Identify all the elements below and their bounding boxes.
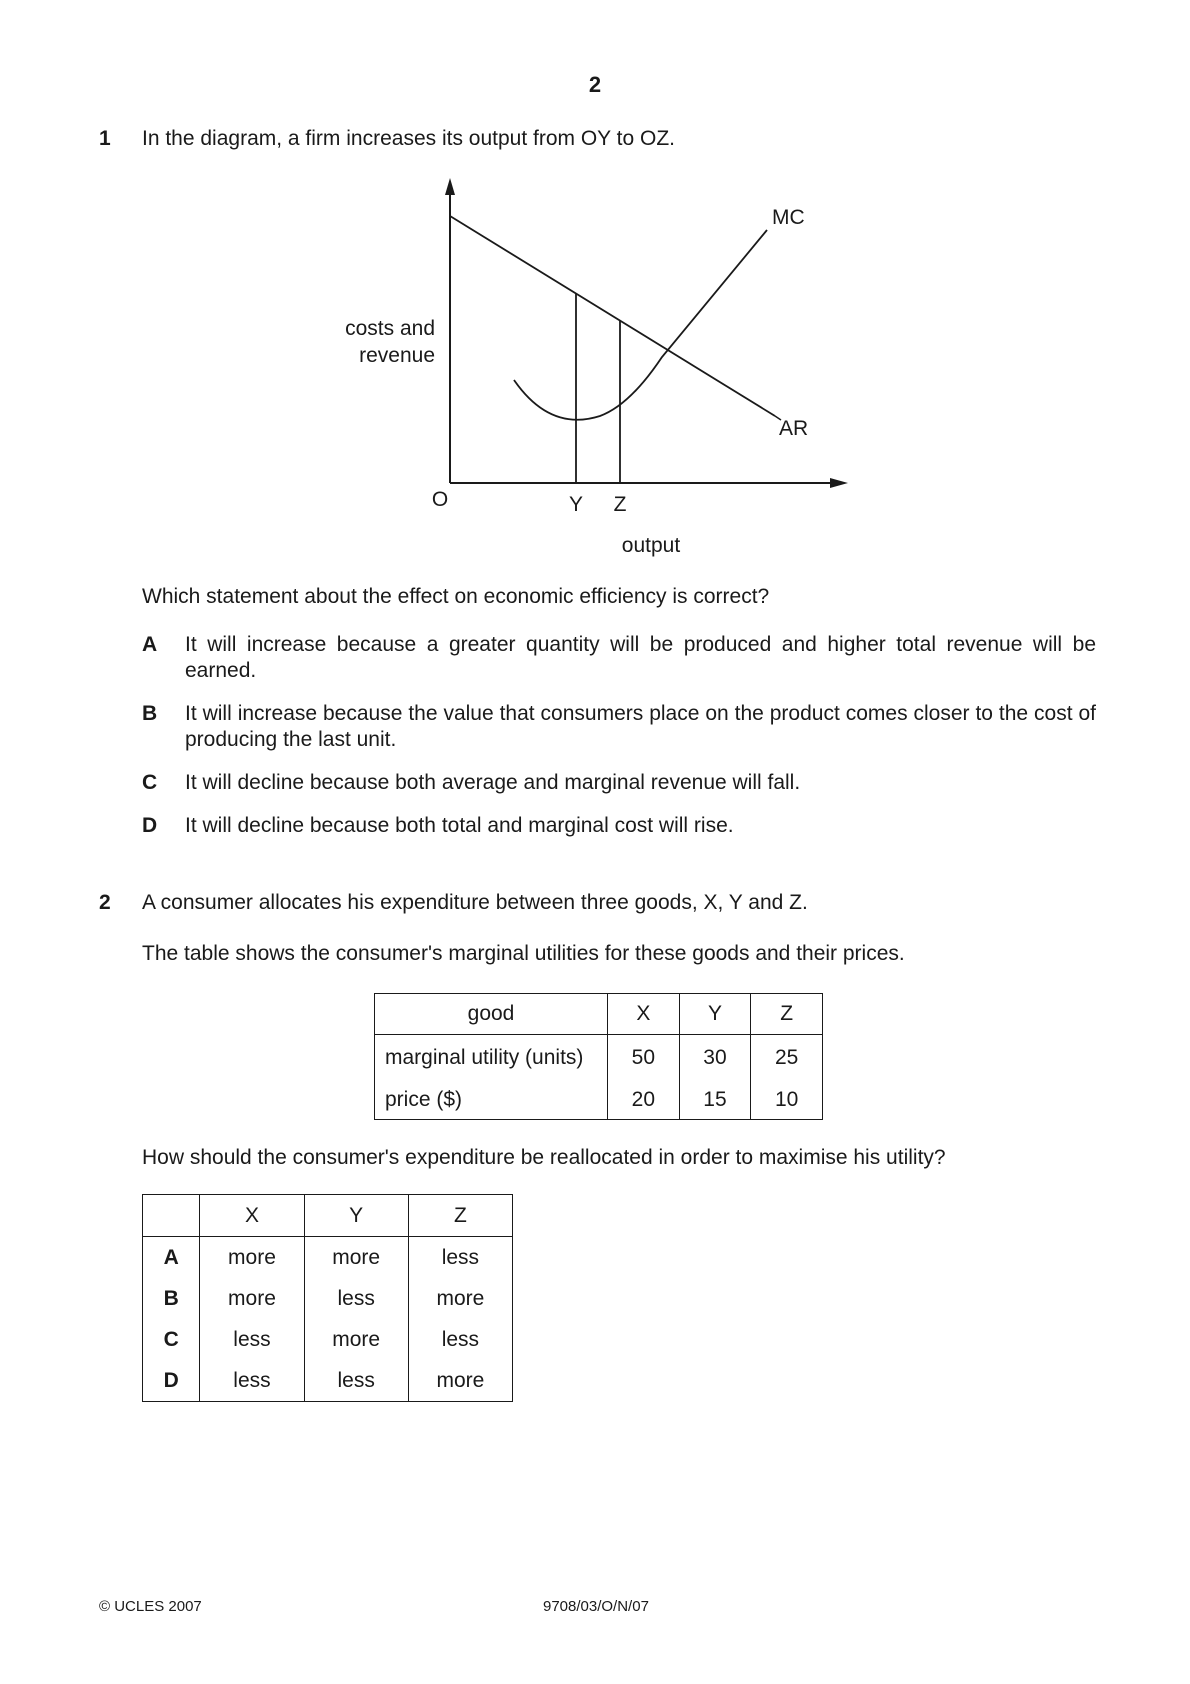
x-axis-arrow [830,478,848,488]
question-1-prompt: Which statement about the effect on economic efficiency is correct? [142,585,770,608]
table-header-y: Y [679,994,751,1035]
answer-cell: more [304,1319,408,1360]
answer-cell: less [408,1319,512,1360]
question-2-number: 2 [99,891,111,914]
answer-header-y: Y [304,1195,408,1237]
utility-price-table [374,993,823,1120]
footer-copyright: © UCLES 2007 [99,1598,202,1615]
table-row [143,1360,513,1402]
y-axis-label-line1: costs and [345,317,435,340]
question-2-stem: A consumer allocates his expenditure between three goods, X, Y and Z. [142,891,808,914]
question-1-number: 1 [99,127,111,150]
page-number: 2 [588,72,602,97]
answer-cell: less [200,1360,304,1402]
question-2-table-intro: The table shows the consumer's marginal utilities for these goods and their prices. [142,942,905,965]
answer-cell: more [408,1360,512,1402]
option-b-letter: B [142,702,158,725]
answer-letter-c: C [143,1319,200,1360]
row-label-price: price ($) [375,1081,608,1120]
option-d-letter: D [142,814,158,837]
option-c-text: It will decline because both average and marginal revenue will fall. [185,771,801,794]
ar-label: AR [779,417,809,440]
mc-curve [514,230,767,420]
answer-letter-b: B [143,1278,200,1319]
answer-cell: more [200,1278,304,1319]
ar-curve [450,216,775,416]
origin-label: O [431,488,449,511]
answer-letter-d: D [143,1360,200,1402]
answer-letter-a: A [143,1237,200,1279]
mu-y: 30 [679,1035,751,1082]
answer-header-z: Z [408,1195,512,1237]
table-header-good: good [375,994,608,1035]
price-y: 15 [679,1081,751,1120]
x-axis-label: output [621,534,681,557]
price-x: 20 [608,1081,680,1120]
option-d-text: It will decline because both total and marginal cost will rise. [185,814,734,837]
cost-revenue-diagram [0,0,1190,560]
answer-header-x: X [200,1195,304,1237]
table-header-x: X [608,994,680,1035]
answer-header-blank [143,1195,200,1237]
answer-cell: less [408,1237,512,1279]
question-1-stem: In the diagram, a firm increases its output from OY to OZ. [142,127,675,150]
option-a-letter: A [142,633,158,656]
mc-label: MC [772,206,805,229]
option-c-letter: C [142,771,158,794]
question-2-prompt: How should the consumer's expenditure be reallocated in order to maximise his utility? [142,1146,946,1169]
answer-cell: more [200,1237,304,1279]
answer-cell: less [304,1360,408,1402]
price-z: 10 [751,1081,823,1120]
answer-cell: less [304,1278,408,1319]
answer-cell: more [304,1237,408,1279]
y-axis-arrow [445,178,455,195]
option-b-text: It will increase because the value that consumers place on the product comes closer to the cost of producing the last unit. [185,702,1096,751]
row-label-marginal-utility: marginal utility (units) [375,1035,608,1082]
table-row [143,1237,513,1279]
footer-paper-code: 9708/03/O/N/07 [543,1598,649,1615]
mu-x: 50 [608,1035,680,1082]
table-row [143,1278,513,1319]
point-z-label: Z [613,493,627,516]
option-a-text: It will increase because a greater quantity will be produced and higher total revenue will be earned. [185,633,1096,682]
table-row [143,1319,513,1360]
answer-cell: more [408,1278,512,1319]
point-y-label: Y [568,493,584,516]
answer-options-table [142,1194,513,1402]
mu-z: 25 [751,1035,823,1082]
table-header-z: Z [751,994,823,1035]
y-axis-label-line2: revenue [359,344,435,367]
answer-cell: less [200,1319,304,1360]
